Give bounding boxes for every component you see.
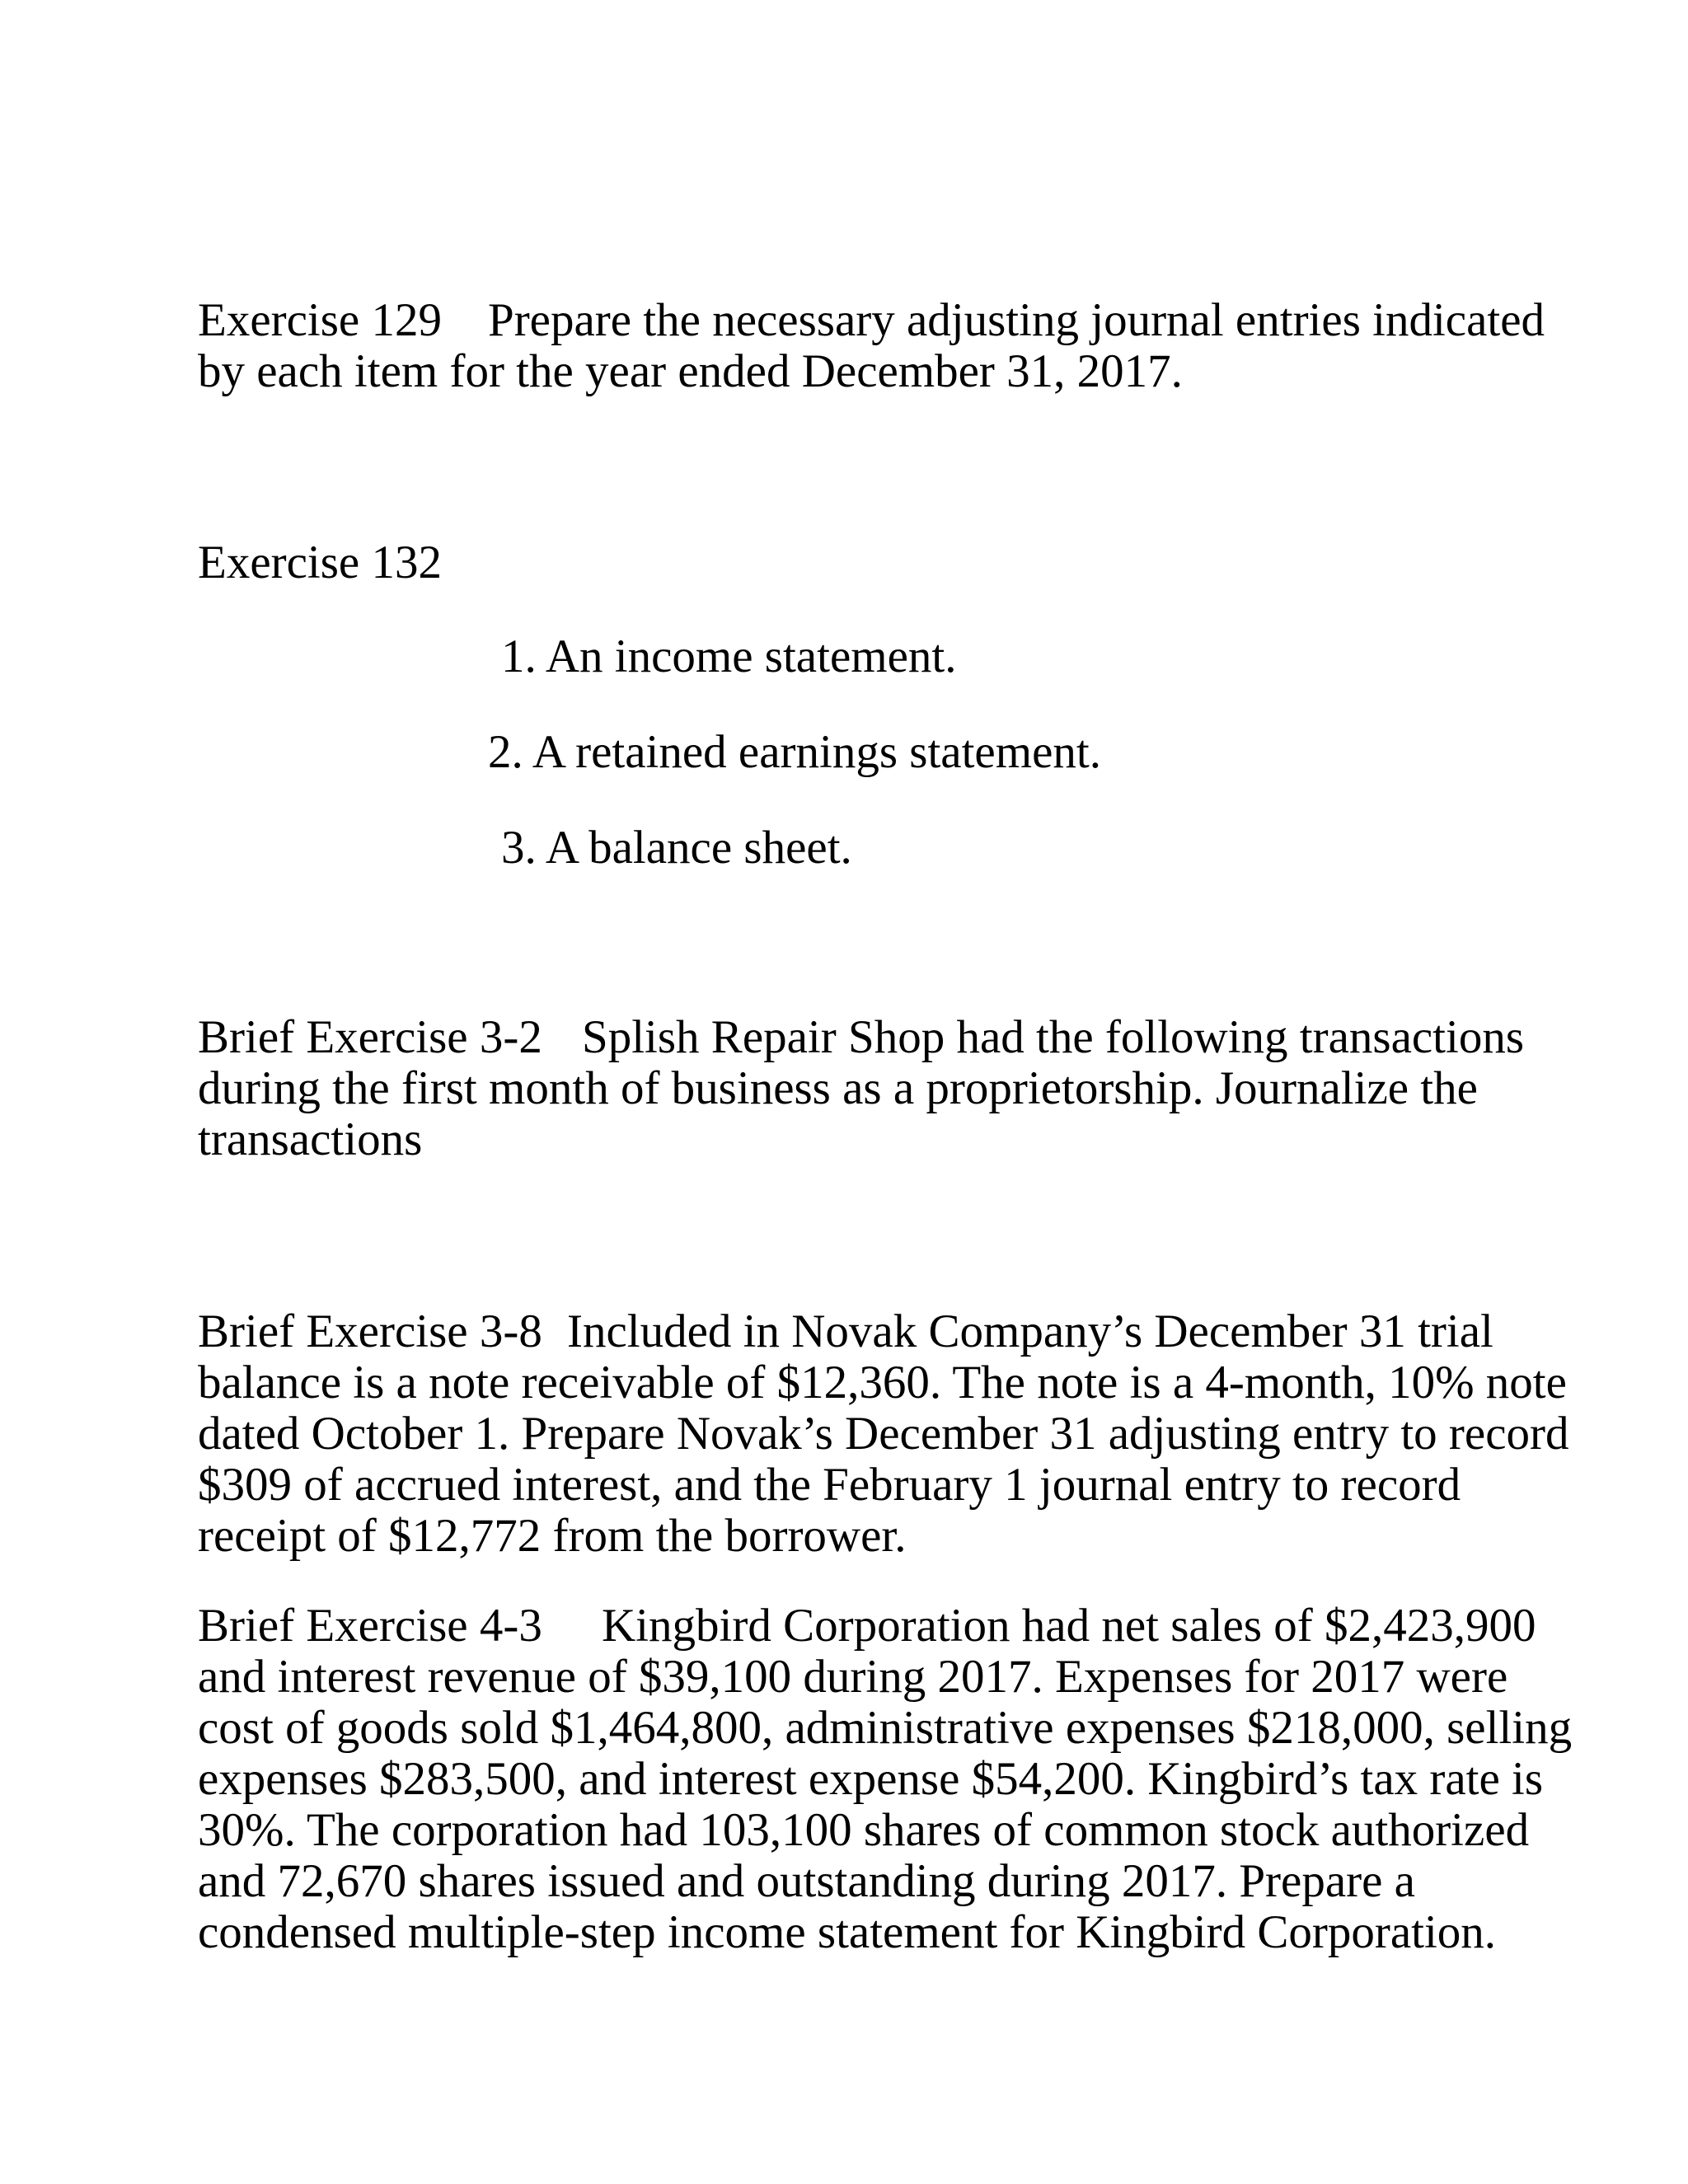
- brief-exercise-3-8-text-4: $309 of accrued interest, and the February 1 journal entry to record: [198, 1459, 1461, 1511]
- brief-exercise-4-3-text-1: Kingbird Corporation had net sales of $2,423,900: [602, 1600, 1536, 1652]
- exercise-132: [198, 537, 1517, 588]
- brief-exercise-3-8-label: Brief Exercise 3-8: [198, 1305, 542, 1357]
- exercise-132-item-2: 2. A retained earnings statement.: [488, 726, 1101, 778]
- exercise-129-line-1: [198, 294, 1545, 346]
- exercise-132-label: Exercise 132: [198, 537, 442, 588]
- brief-exercise-3-8-text-1: Included in Novak Company’s December 31 trial: [567, 1305, 1493, 1357]
- exercise-132-item-3: 3. A balance sheet.: [501, 822, 852, 874]
- exercise-132-item-1: 1. An income statement.: [501, 630, 957, 682]
- exercise-129: [198, 294, 1545, 397]
- brief-exercise-4-3-text-2: and interest revenue of $39,100 during 2017. Expenses for 2017 were: [198, 1651, 1508, 1703]
- brief-exercise-3-8-text-2: balance is a note receivable of $12,360. The note is a 4-month, 10% note: [198, 1357, 1567, 1408]
- brief-exercise-3-2-text-3: transactions: [198, 1113, 423, 1165]
- brief-exercise-3-8-text-5: receipt of $12,772 from the borrower.: [198, 1510, 907, 1562]
- brief-exercise-4-3-text-6: and 72,670 shares issued and outstanding during 2017. Prepare a: [198, 1855, 1415, 1907]
- exercise-129-text-1: Prepare the necessary adjusting journal entries indicated: [488, 294, 1545, 346]
- brief-exercise-3-8-text-3: dated October 1. Prepare Novak’s December 31 adjusting entry to record: [198, 1408, 1569, 1460]
- brief-exercise-3-2-label: Brief Exercise 3-2: [198, 1011, 542, 1063]
- brief-exercise-3-2: [198, 1011, 1525, 1165]
- brief-exercise-3-8: [198, 1305, 1569, 1562]
- brief-exercise-4-3-label: Brief Exercise 4-3: [198, 1600, 542, 1652]
- exercise-129-text-2: by each item for the year ended December 31, 2017.: [198, 345, 1183, 397]
- brief-exercise-3-8-line-1: [198, 1306, 1517, 1357]
- brief-exercise-4-3-text-7: condensed multiple-step income statement for Kingbird Corporation.: [198, 1906, 1497, 1958]
- brief-exercise-4-3: [198, 1600, 1573, 1958]
- brief-exercise-4-3-text-4: expenses $283,500, and interest expense $54,200. Kingbird’s tax rate is: [198, 1753, 1544, 1805]
- brief-exercise-4-3-text-3: cost of goods sold $1,464,800, administrative expenses $218,000, selling: [198, 1702, 1573, 1754]
- brief-exercise-3-2-text-1: Splish Repair Shop had the following transactions: [582, 1011, 1525, 1063]
- brief-exercise-3-2-line-1: [198, 1011, 1525, 1063]
- brief-exercise-3-2-text-2: during the first month of business as a proprietorship. Journalize the: [198, 1062, 1478, 1114]
- brief-exercise-4-3-line-1: [198, 1600, 1536, 1652]
- brief-exercise-4-3-text-5: 30%. The corporation had 103,100 shares of common stock authorized: [198, 1804, 1530, 1856]
- exercise-129-label: Exercise 129: [198, 294, 442, 346]
